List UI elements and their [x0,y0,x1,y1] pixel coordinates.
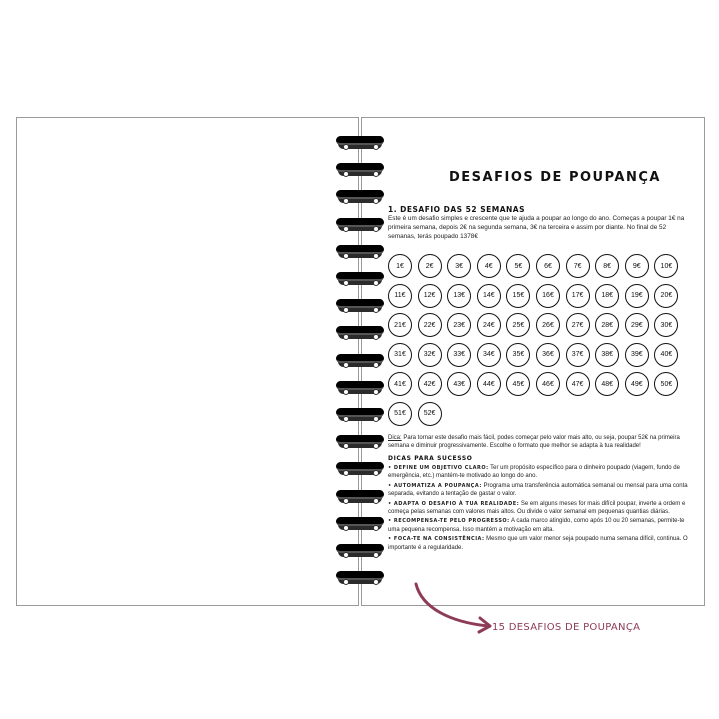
savings-circle: 52€ [418,402,442,426]
savings-circle: 28€ [595,313,619,337]
savings-circle: 26€ [536,313,560,337]
savings-circle: 12€ [418,284,442,308]
savings-circle: 19€ [625,284,649,308]
spiral-coil [334,408,386,424]
dica-item [388,500,688,517]
savings-circle: 31€ [388,343,412,367]
savings-circle: 44€ [477,372,501,396]
savings-circle: 36€ [536,343,560,367]
spiral-coil [334,299,386,315]
dicas-heading: DICAS PARA SUCESSO [388,455,473,462]
savings-circle: 18€ [595,284,619,308]
dicas-list [388,464,688,553]
savings-circle: 5€ [506,254,530,278]
savings-circle: 39€ [625,343,649,367]
dica-text: Programa uma transferência automática semanal ou mensal para uma conta separada, evitando a tentação de gastar o valor. [388,482,688,498]
dica-item [388,535,688,552]
savings-circle: 45€ [506,372,530,396]
savings-circle: 51€ [388,402,412,426]
savings-circle: 16€ [536,284,560,308]
savings-circle: 48€ [595,372,619,396]
spiral-coil [334,462,386,478]
dica-text: Se em alguns meses for mais difícil poupar, inverte a ordem e começa pelas semanas com valores mais altos. Ou divide o valor semanal em pequenas quantias diárias. [388,500,686,516]
savings-circle: 33€ [447,343,471,367]
savings-circle: 2€ [418,254,442,278]
spiral-binding [334,136,386,582]
dica-label: • AUTOMATIZA A POUPANÇA: [388,482,482,489]
dica-label: • DEFINE UM OBJETIVO CLARO: [388,465,489,471]
caption-label: 15 DESAFIOS DE POUPANÇA [492,622,641,633]
spiral-coil [334,435,386,451]
savings-circle: 21€ [388,313,412,337]
spiral-coil [334,490,386,506]
savings-circle: 38€ [595,343,619,367]
savings-circle: 22€ [418,313,442,337]
curved-arrow-icon [410,582,500,634]
tip-label: Dica: [388,435,402,441]
savings-circle: 49€ [625,372,649,396]
dica-text: A cada marco atingido, como após 10 ou 20 semanas, permite-te uma pequena recompensa. Isso mantém a motivação em alta. [388,518,685,533]
savings-circle: 50€ [654,372,678,396]
spiral-coil [334,381,386,397]
spiral-coil [334,136,386,152]
savings-circle: 7€ [566,254,590,278]
dica-text: Mesmo que um valor menor seja poupado numa semana difícil, continua. O importante é a regularidade. [388,536,688,551]
spiral-coil [334,544,386,560]
notebook-left-page [16,117,359,606]
savings-circle: 20€ [654,284,678,308]
savings-circle: 14€ [477,284,501,308]
tip-paragraph [388,434,688,450]
savings-circle: 9€ [625,254,649,278]
savings-circle: 8€ [595,254,619,278]
savings-circle: 35€ [506,343,530,367]
section-intro: Este é um desafio simples e crescente que te ajuda a poupar ao longo do ano. Começas a poupar 1€ na primeira semana, depois 2€ na segunda semana, 3€ na terceira e assim por diante. No final de 52 semanas, terás poupado 1378€ [388,215,685,240]
savings-circle: 40€ [654,343,678,367]
dica-item [388,517,688,534]
savings-circle: 11€ [388,284,412,308]
savings-circle: 17€ [566,284,590,308]
savings-circle: 32€ [418,343,442,367]
savings-circle: 43€ [447,372,471,396]
spiral-coil [334,163,386,179]
dica-item [388,482,688,499]
savings-circle: 41€ [388,372,412,396]
spiral-coil [334,517,386,533]
savings-circle: 27€ [566,313,590,337]
dica-label: • FOCA-TE NA CONSISTÊNCIA: [388,536,485,543]
dica-label: • RECOMPENSA-TE PELO PROGRESSO: [388,518,510,525]
tip-text: Para tornar este desafio mais fácil, podes começar pelo valor mais alto, ou seja, poupar 52€ na primeira semana e diminuir progressivamente. Escolhe o formato que melhor se adapta à tua realidade! [388,435,680,449]
spiral-coil [334,272,386,288]
spiral-coil [334,354,386,370]
page-title: DESAFIOS DE POUPANÇA [449,170,661,185]
savings-circle: 3€ [447,254,471,278]
spiral-coil [334,190,386,206]
savings-circle: 1€ [388,254,412,278]
savings-circle: 23€ [447,313,471,337]
savings-circle: 25€ [506,313,530,337]
spiral-coil [334,326,386,342]
savings-circle: 37€ [566,343,590,367]
savings-circle: 30€ [654,313,678,337]
savings-circle: 13€ [447,284,471,308]
savings-circle: 6€ [536,254,560,278]
spiral-coil [334,218,386,234]
savings-circle: 24€ [477,313,501,337]
spiral-coil [334,245,386,261]
savings-circle: 4€ [477,254,501,278]
savings-circle: 46€ [536,372,560,396]
dica-item [388,464,688,481]
section-heading: 1. DESAFIO DAS 52 SEMANAS [388,205,526,214]
savings-circle: 47€ [566,372,590,396]
savings-circle: 34€ [477,343,501,367]
spiral-coil [334,571,386,587]
savings-circle: 10€ [654,254,678,278]
savings-circle: 15€ [506,284,530,308]
dica-label: • ADAPTA O DESAFIO À TUA REALIDADE: [388,500,520,507]
dica-text: Ter um propósito específico para o dinheiro poupado (viagem, fundo de emergência, etc.) mantém-te motivado ao longo do ano. [388,465,680,480]
savings-circle: 29€ [625,313,649,337]
savings-circle: 42€ [418,372,442,396]
